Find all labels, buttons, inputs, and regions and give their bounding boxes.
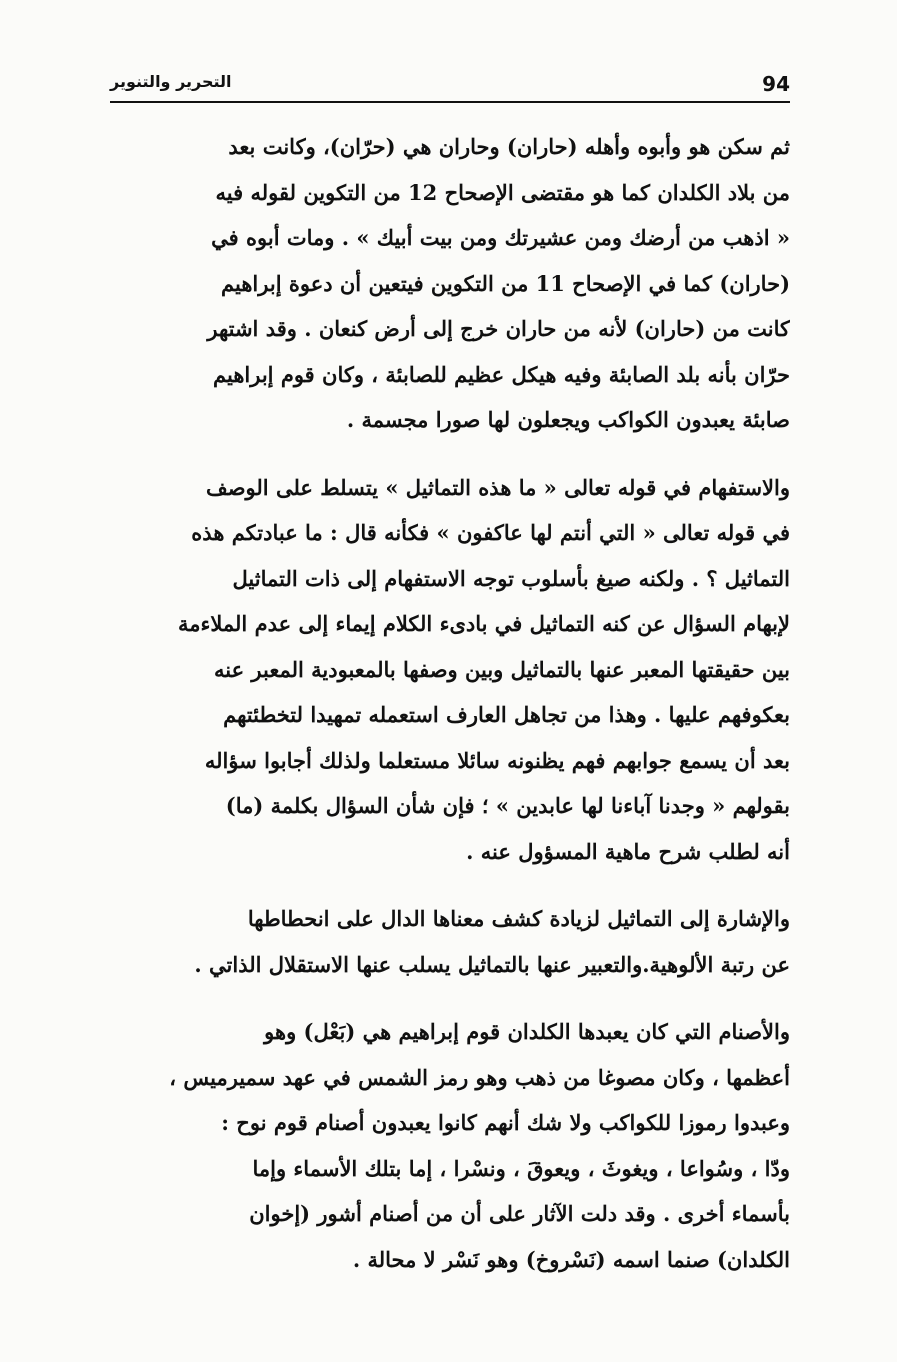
text-line: صابئة يعبدون الكواكب ويجعلون لها صورا مجسمة . (346, 407, 790, 432)
text-line: ثم سكن هو وأبوه وأهله (حاران) وحاران هي (حرّان)، وكانت بعد (228, 134, 790, 159)
text-line: (حاران) كما في الإصحاح 11 من التكوين فيتعين أن دعوة إبراهيم (221, 270, 790, 296)
text-line: والأصنام التي كان يعبدها الكلدان قوم إبراهيم هي (بَعْل) وهو (264, 1019, 790, 1044)
text-line: الكلدان) صنما اسمه (نَسْروخ) وهو نَسْر لا محالة . (352, 1246, 790, 1272)
text-line: في قوله تعالى « التي أنتم لها عاكفون » فكأنه قال : ما عبادتكم هذه (191, 520, 790, 545)
page-number: 94 (762, 72, 790, 96)
paragraph-4 (110, 1009, 790, 1282)
text-line: « اذهب من أرضك ومن عشيرتك ومن بيت أبيك » . ومات أبوه في (211, 225, 790, 250)
text-line: بعد أن يسمع جوابهم فهم يظنونه سائلا مستعلما ولذلك أجابوا سؤاله (204, 747, 790, 773)
text-line: بقولهم « وجدنا آباءنا لها عابدين » ؛ فإن شأن السؤال بكلمة (ما) (225, 793, 790, 818)
text-line: كانت من (حاران) لأنه من حاران خرج إلى أرض كنعان . وقد اشتهر (207, 316, 790, 341)
text-line: بين حقيقتها المعبر عنها بالتماثيل وبين وصفها بالمعبودية المعبر عنه (213, 656, 790, 682)
text-line: حرّان بأنه بلد الصابئة وفيه هيكل عظيم للصابئة ، وكان قوم إبراهيم (213, 361, 790, 387)
text-line: لإبهام السؤال عن كنه التماثيل في بادىء الكلام إيماء إلى عدم الملاءمة (177, 611, 790, 636)
text-line: بأسماء أخرى . وقد دلت الآثار على أن من أصنام أشور (إخوان (249, 1201, 790, 1226)
text-line: وعبدوا رموزا للكواكب ولا شك أنهم كانوا يعبدون أصنام قوم نوح : (221, 1110, 790, 1135)
text-line: ودّا ، وسُواعا ، ويغوثَ ، ويعوقَ ، ونسْرا ، إما بتلك الأسماء وإما (252, 1155, 790, 1181)
text-line: والاستفهام في قوله تعالى « ما هذه التماثيل » يتسلط على الوصف (205, 474, 790, 500)
header-rule (110, 101, 790, 103)
text-line: أنه لطلب شرح ماهية المسؤول عنه . (466, 838, 790, 864)
book-title: التحرير والتنوير (110, 72, 232, 91)
running-header (110, 64, 790, 104)
text-line: عن رتبة الألوهية.والتعبير عنها بالتماثيل يسلب عنها الاستقلال الذاتي . (194, 951, 790, 977)
paragraph-2 (110, 465, 790, 875)
text-line: بعكوفهم عليها . وهذا من تجاهل العارف استعمله تمهيدا لتخطئتهم (223, 702, 790, 727)
text-line: أعظمها ، وكان مصوغا من ذهب وهو رمز الشمس في عهد سميرميس ، (169, 1064, 790, 1090)
text-line: والإشارة إلى التماثيل لزيادة كشف معناها الدال على انحطاطها (247, 906, 790, 931)
text-line: التماثيل ؟ . ولكنه صيغ بأسلوب توجه الاستفهام إلى ذات التماثيل (232, 565, 790, 591)
paragraph-1 (110, 124, 790, 443)
text-line: من بلاد الكلدان كما هو مقتضى الإصحاح 12 من التكوين لقوله فيه (215, 179, 790, 205)
body-text (110, 124, 790, 1282)
paragraph-3 (110, 896, 790, 987)
